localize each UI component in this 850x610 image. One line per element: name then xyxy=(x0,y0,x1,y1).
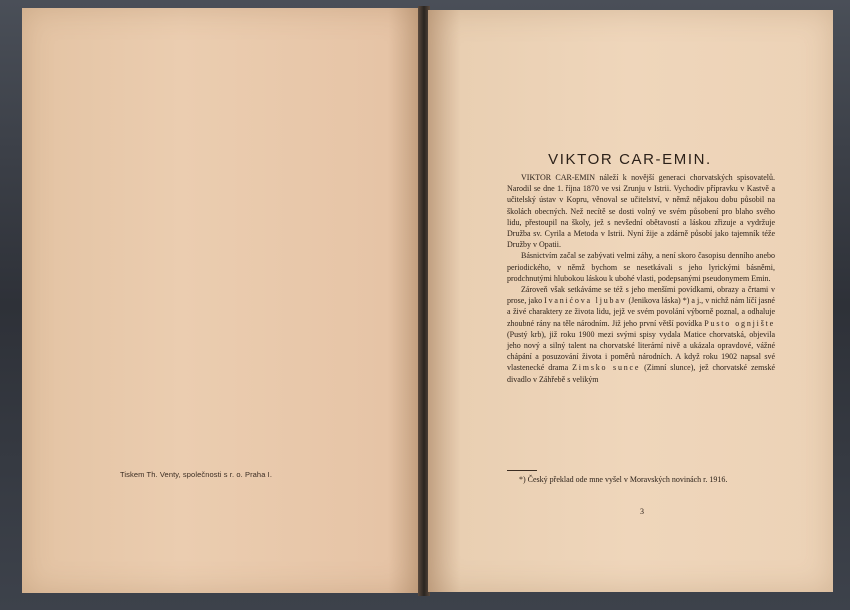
left-page xyxy=(22,8,422,593)
paragraph-3-text-a: Zároveň však setkáváme se též s jeho menšími povídkami, obrazy a črtami v prose, jako xyxy=(507,285,775,306)
footnote-rule xyxy=(507,470,537,471)
body-text xyxy=(507,168,775,385)
paragraph-3 xyxy=(507,284,775,385)
paragraph-3-text-b: (Jenikova láska) *) a j., v nichž nám líčí jasné a živé charaktery ze života lidu, jejž ve svém povolání výborně poznal, a odhaluje zhoubné rány na těle národním. Již jeho první větší povídka xyxy=(507,296,775,328)
paragraph-3-text-c: (Pustý krb), již roku 1900 mezi svými spisy vydala Matice chorvatská, objevila jeho nový a silný talent na chorvatské literární nivě a ukázala opravdové, vážné chápání a posuzování života i poměrů národních. A když roku 1902 napsal své vlastenecké drama xyxy=(507,329,775,373)
work-title-pusto-ognjiste: Pusto ognjište xyxy=(704,318,775,328)
footnote: *) Český překlad ode mne vyšel v Moravských novinách r. 1916. xyxy=(519,475,728,484)
page-number: 3 xyxy=(640,507,644,516)
work-title-zimsko-sunce: Zimsko sunce xyxy=(572,363,641,373)
printer-imprint: Tiskem Th. Venty, společnosti s r. o. Praha I. xyxy=(120,470,273,479)
page-title: VIKTOR CAR-EMIN. xyxy=(548,151,712,168)
work-title-ivanicova-ljubav: Ivanićova ljubav xyxy=(544,296,627,306)
paragraph-2: Básnictvím začal se zabývati velmi záhy, a není skoro časopisu denního anebo periodického, v němž bychom se nesetkávali s jeho lyrickými básněmi, prodchnutými hlubokou láskou k ubohé vlasti, podepsanými pseudonymem Emin. xyxy=(507,251,775,283)
paragraph-3-text-d: (Zimní slunce), jež chorvatské zemské divadlo v Záhřebě s velikým xyxy=(507,363,775,384)
paragraph-1: VIKTOR CAR-EMIN náleží k novější generaci chorvatských spisovatelů. Narodil se dne 1. října 1870 ve vsi Zrunju v Istrii. Vychodiv přípravku v Kastvě a učitelský ústav v Kopru, věnoval se učitelství, v němž nějakou dobu působil na školách obecných. Než necítě se dosti volný ve svém působení pro blaho svého lidu, přestoupil na školy, jež s nevšední obětavostí a láskou zřizuje a vydržuje Družba sv. Cyrila a Metoda v Istrii. Nyní žije a zdárně působí jako tajemník téže Družby v Opatii. xyxy=(507,173,775,250)
